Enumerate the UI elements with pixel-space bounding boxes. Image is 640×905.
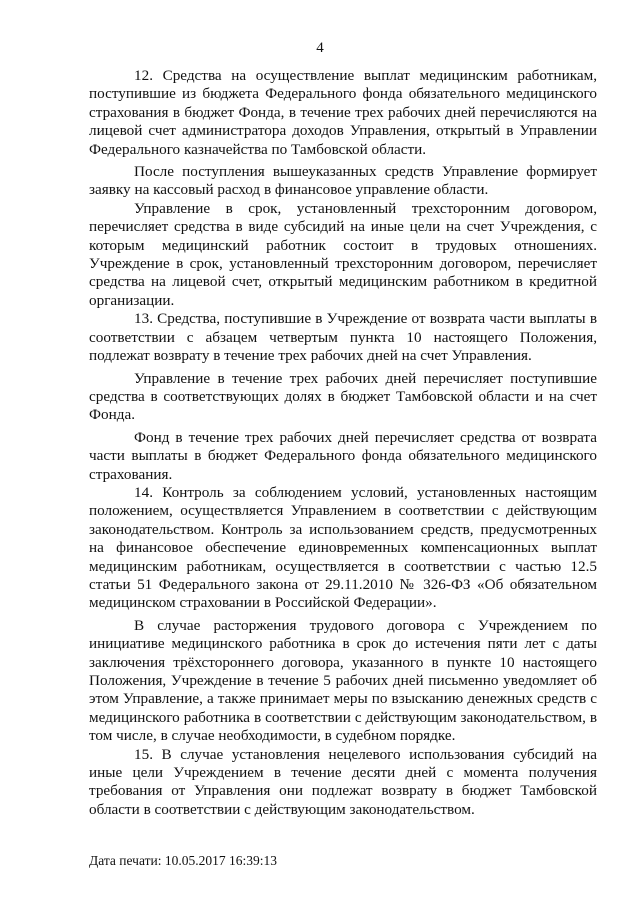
document-body xyxy=(89,67,597,819)
paragraph-12: 12. Средства на осуществление выплат медицинским работникам, поступившие из бюджета Федерального фонда обязательного медицинского страхования в бюджет Фонда, в течение трех рабочих дней перечисляются на лицевой счет администратора доходов Управления, открытый в Управлении Федерального казначейства по Тамбовской области. xyxy=(89,67,597,158)
paragraph-12-transfer: Управление в срок, установленный трехсторонним договором, перечисляет средства в виде субсидий на иные цели на счет Учреждения, с которым медицинский работник состоит в трудовых отношениях. Учреждение в срок, установленный трехсторонним договором, перечисляет средства на лицевой счет, открытый медицинским работником в кредитной организации. xyxy=(89,199,597,309)
print-date: Дата печати: 10.05.2017 16:39:13 xyxy=(89,853,277,868)
paragraph-13: 13. Средства, поступившие в Учреждение от возврата части выплаты в соответствии с абзацем четвертым пункта 10 настоящего Положения, подлежат возврату в течение трех рабочих дней на счет Управления. xyxy=(89,310,597,365)
paragraph-14: 14. Контроль за соблюдением условий, установленных настоящим положением, осуществляется Управлением в соответствии с действующим законодательством. Контроль за использованием средств, предусмотренных на финансовое обеспечение единовременных компенсационных выплат медицинским работникам, осуществляется в соответствии с частью 12.5 статьи 51 Федерального закона от 29.11.2010 № 326-ФЗ «Об обязательном медицинском страховании в Российской Федерации». xyxy=(89,483,597,612)
page-number: 4 xyxy=(316,40,324,56)
paragraph-14-termination: В случае расторжения трудового договора с Учреждением по инициативе медицинского работника в срок до истечения пяти лет с даты заключения трёхстороннего договора, указанного в пункте 10 настоящего Положения, Учреждение в течение 5 рабочих дней письменно уведомляет об этом Управление, а также принимает меры по взысканию денежных средств с медицинского работника в соответствии с действующим законодательством, в том числе, в случае необходимости, в судебном порядке. xyxy=(89,616,597,745)
paragraph-15: 15. В случае установления нецелевого использования субсидий на иные цели Учреждением в течение десяти дней с момента получения требования от Управления они подлежат возврату в бюджет Тамбовской области в соответствии с действующим законодательством. xyxy=(89,745,597,818)
paragraph-13-transfer: Управление в течение трех рабочих дней перечисляет поступившие средства в соответствующих долях в бюджет Тамбовской области и на счет Фонда. xyxy=(89,369,597,424)
paragraph-12-application: После поступления вышеуказанных средств Управление формирует заявку на кассовый расход в финансовое управление области. xyxy=(89,163,597,199)
paragraph-13-fund: Фонд в течение трех рабочих дней перечисляет средства от возврата части выплаты в бюджет Федерального фонда обязательного медицинского страхования. xyxy=(89,428,597,483)
